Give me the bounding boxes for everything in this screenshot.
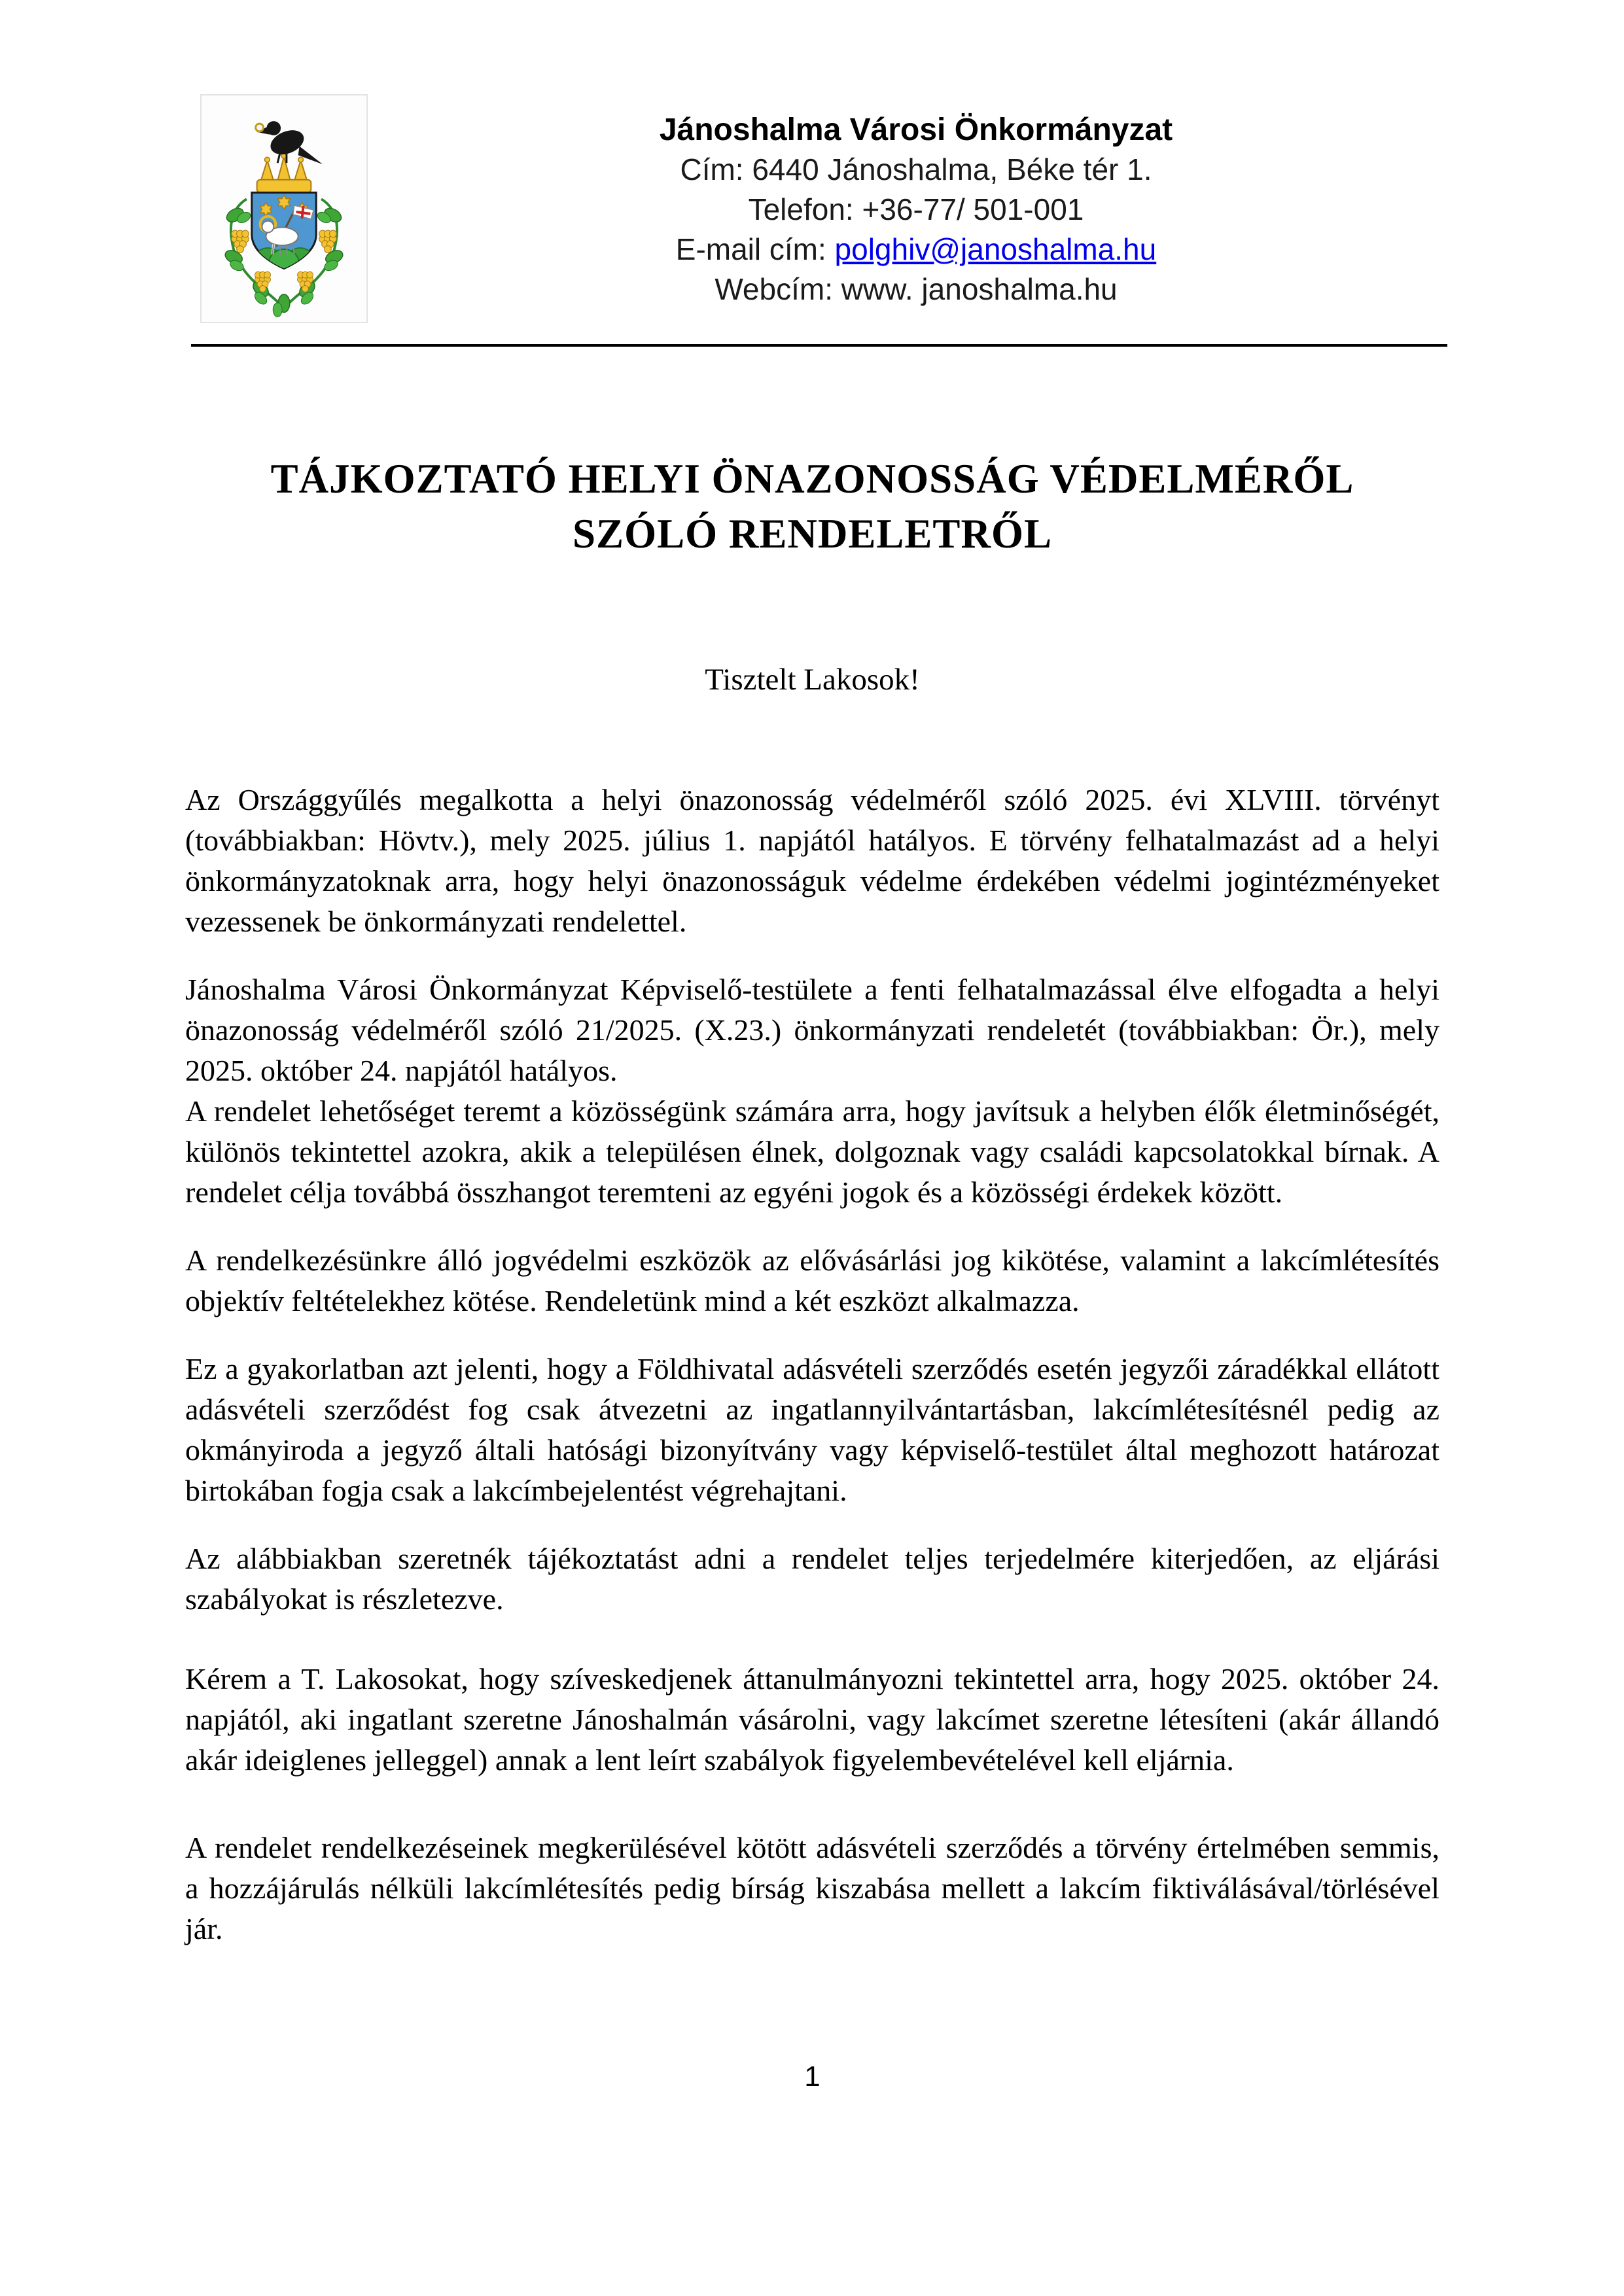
document-title xyxy=(185,451,1439,561)
paragraph-7: Kérem a T. Lakosokat, hogy szíveskedjenek áttanulmányozni tekintettel arra, hogy 2025. október 24. napjától, aki ingatlant szeretne Jánoshalmán vásárolni, vagy lakcímet szeretne létesíteni (akár állandó akár ideiglenes jelleggel) annak a lent leírt szabályok figyelembevételével kell eljárnia. xyxy=(185,1662,1439,1777)
paragraph-3: A rendelet lehetőséget teremt a közösségünk számára arra, hogy javítsuk a helyben élők életminőségét, különös tekintettel azokra, akik a településen élnek, dolgoznak vagy családi kapcsolatokkal bírnak. A rendelet célja továbbá összhangot teremteni az egyéni jogok és a közösségi érdekek között. xyxy=(185,1094,1439,1209)
email-link[interactable]: polghiv@janoshalma.hu xyxy=(834,232,1157,266)
document-title-line2: SZÓLÓ RENDELETRŐL xyxy=(573,511,1052,557)
greeting: Tisztelt Lakosok! xyxy=(705,663,920,697)
paragraph-5: Ez a gyakorlatban azt jelenti, hogy a Földhivatal adásvételi szerződés esetén jegyzői záradékkal ellátott adásvételi szerződést fog csak átvezetni az ingatlannyilvántartásban, lakcímlétesítésnél pedig az okmányiroda a jegyző általi hatósági bizonyítvány vagy képviselő-testület által meghozott határozat birtokában fogja csak a lakcímbejelentést végrehajtani. xyxy=(185,1352,1439,1507)
document-body xyxy=(185,451,1439,1949)
header-divider xyxy=(191,344,1447,347)
paragraph-8: A rendelet rendelkezéseinek megkerülésével kötött adásvételi szerződés a törvény értelmében semmis, a hozzájárulás nélküli lakcímlétesítés pedig bírság kiszabása mellett a lakcím fiktiválásával/törlésével jár. xyxy=(185,1831,1439,1945)
address-line: Cím: 6440 Jánoshalma, Béke tér 1. xyxy=(680,152,1152,186)
paragraph-6: Az alábbiakban szeretnék tájékoztatást adni a rendelet teljes terjedelmére kiterjedően, az eljárási szabályokat is részletezve. xyxy=(185,1542,1439,1616)
paragraph-4: A rendelkezésünkre álló jogvédelmi eszközök az elővásárlási jog kikötése, valamint a lakcímlétesítés objektív feltételekhez kötése. Rendeletünk mind a két eszközt alkalmazza. xyxy=(185,1244,1439,1317)
phone-line: Telefon: +36-77/ 501-001 xyxy=(748,192,1084,226)
email-label: E-mail cím: xyxy=(675,232,835,266)
document-title-line1: TÁJKOZTATÓ HELYI ÖNAZONOSSÁG VÉDELMÉRŐL xyxy=(270,456,1354,502)
page-number: 1 xyxy=(804,2061,821,2093)
crown-icon xyxy=(257,153,311,192)
email-line xyxy=(368,230,1464,270)
municipality-logo xyxy=(200,94,368,323)
paragraph-2: Jánoshalma Városi Önkormányzat Képviselő-testülete a fenti felhatalmazással élve elfogadta a helyi önazonosság védelméről szóló 21/2025. (X.23.) önkormányzati rendeletét (továbbiakban: Ör.), mely 2025. október 24. napjától hatályos. xyxy=(185,973,1439,1087)
paragraph-1: Az Országgyűlés megalkotta a helyi önazonosság védelméről szóló 2025. évi XLVIII. törvényt (továbbiakban: Hövtv.), mely 2025. július 1. napjától hatályos. E törvény felhatalmazást ad a helyi önkormányzatoknak arra, hogy helyi önazonosságuk védelme érdekében védelmi jogintézményeket vezessenek be önkormányzati rendelettel. xyxy=(185,783,1439,938)
shield xyxy=(252,192,316,280)
web-line: Webcím: www. janoshalma.hu xyxy=(715,272,1118,306)
org-name: Jánoshalma Városi Önkormányzat xyxy=(659,113,1173,147)
coat-of-arms-icon xyxy=(202,96,366,322)
header-contact-block xyxy=(368,110,1464,309)
